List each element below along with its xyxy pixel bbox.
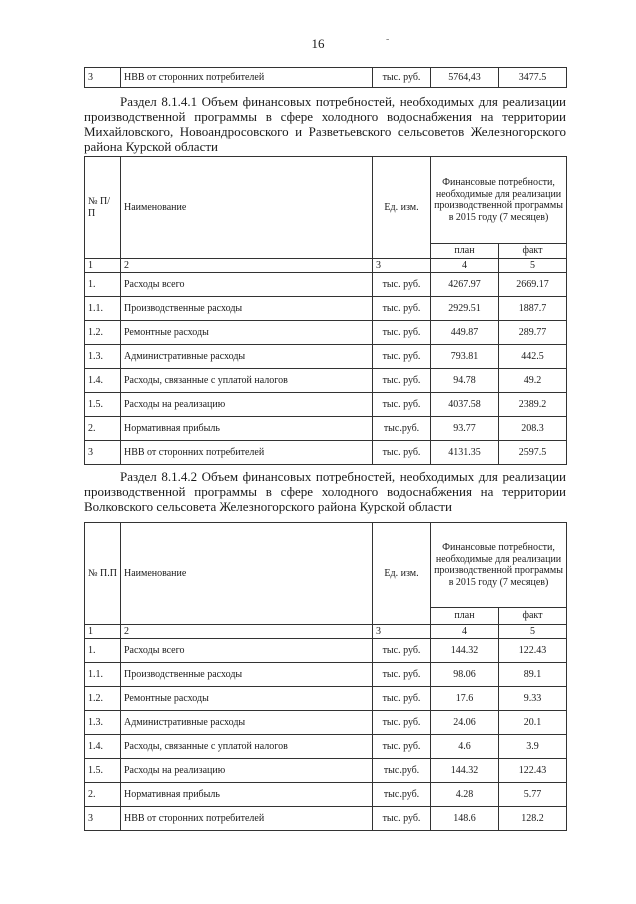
row-plan: 4.28 [431, 783, 499, 807]
row-fact: 2597.5 [499, 441, 567, 465]
section1-title [84, 94, 566, 154]
row-name: Расходы на реализацию [121, 393, 373, 417]
top-table [84, 67, 567, 88]
row-unit: тыс.руб. [373, 759, 431, 783]
row-name: Расходы, связанные с уплатой налогов [121, 735, 373, 759]
row-unit: тыс.руб. [373, 417, 431, 441]
row-num: 1.3. [85, 345, 121, 369]
row-num: 3 [85, 68, 121, 88]
row-unit: тыс. руб. [373, 711, 431, 735]
row-fact: 9.33 [499, 687, 567, 711]
table-row [85, 687, 567, 711]
header-num: № П.П [85, 523, 121, 625]
row-name: Административные расходы [121, 345, 373, 369]
index-cell: 5 [499, 259, 567, 273]
row-num: 3 [85, 807, 121, 831]
index-cell: 1 [85, 259, 121, 273]
row-unit: тыс. руб. [373, 393, 431, 417]
table-row [85, 783, 567, 807]
header-fact: факт [499, 608, 567, 625]
header-num: № П/П [85, 157, 121, 259]
table-row [85, 663, 567, 687]
index-row [85, 625, 567, 639]
row-plan: 144.32 [431, 759, 499, 783]
table-row [85, 393, 567, 417]
row-num: 1.2. [85, 687, 121, 711]
row-plan: 4.6 [431, 735, 499, 759]
row-plan: 793.81 [431, 345, 499, 369]
section2-title [84, 469, 566, 514]
table-row [85, 759, 567, 783]
row-unit: тыс. руб. [373, 297, 431, 321]
index-cell: 2 [121, 259, 373, 273]
row-fact: 442.5 [499, 345, 567, 369]
row-name: Нормативная прибыль [121, 417, 373, 441]
row-plan: 148.6 [431, 807, 499, 831]
row-name: Административные расходы [121, 711, 373, 735]
row-fact: 122.43 [499, 639, 567, 663]
row-num: 2. [85, 783, 121, 807]
row-name: НВВ от сторонних потребителей [121, 68, 373, 88]
row-plan: 17.6 [431, 687, 499, 711]
header-unit: Ед. изм. [373, 523, 431, 625]
row-fact: 208.3 [499, 417, 567, 441]
row-fact: 5.77 [499, 783, 567, 807]
table-row [85, 711, 567, 735]
row-name: Производственные расходы [121, 663, 373, 687]
row-plan: 2929.51 [431, 297, 499, 321]
row-fact: 20.1 [499, 711, 567, 735]
table-row [85, 807, 567, 831]
row-num: 1. [85, 639, 121, 663]
row-unit: тыс. руб. [373, 663, 431, 687]
header-plan: план [431, 244, 499, 259]
table-row [85, 297, 567, 321]
row-plan: 4131.35 [431, 441, 499, 465]
row-num: 1.1. [85, 663, 121, 687]
row-fact: 2669.17 [499, 273, 567, 297]
row-name: Нормативная прибыль [121, 783, 373, 807]
row-name: Расходы всего [121, 273, 373, 297]
row-unit: тыс. руб. [373, 441, 431, 465]
index-cell: 3 [373, 625, 431, 639]
row-num: 1.2. [85, 321, 121, 345]
row-plan: 144.32 [431, 639, 499, 663]
table-row [85, 735, 567, 759]
index-cell: 3 [373, 259, 431, 273]
row-num: 1. [85, 273, 121, 297]
row-plan: 98.06 [431, 663, 499, 687]
table-row [85, 441, 567, 465]
row-num: 2. [85, 417, 121, 441]
table-row [85, 417, 567, 441]
header-plan: план [431, 608, 499, 625]
index-cell: 4 [431, 625, 499, 639]
row-plan: 4037.58 [431, 393, 499, 417]
header-unit: Ед. изм. [373, 157, 431, 259]
header-name: Наименование [121, 157, 373, 259]
row-name: Ремонтные расходы [121, 687, 373, 711]
row-name: НВВ от сторонних потребителей [121, 441, 373, 465]
row-num: 1.4. [85, 369, 121, 393]
row-unit: тыс. руб. [373, 687, 431, 711]
page-number: 16 [311, 36, 325, 51]
row-num: 1.5. [85, 393, 121, 417]
header-name: Наименование [121, 523, 373, 625]
row-fact: 3477.5 [499, 68, 567, 88]
table-row [85, 321, 567, 345]
row-name: Расходы, связанные с уплатой налогов [121, 369, 373, 393]
header-fact: факт [499, 244, 567, 259]
row-fact: 1887.7 [499, 297, 567, 321]
row-plan: 24.06 [431, 711, 499, 735]
row-fact: 89.1 [499, 663, 567, 687]
row-plan: 93.77 [431, 417, 499, 441]
header-row [85, 157, 567, 244]
table-row [85, 273, 567, 297]
header-fin: Финансовые потребности, необходимые для реализации производственной программы в 2015 году (7 месяцев) [431, 157, 567, 244]
row-num: 3 [85, 441, 121, 465]
row-unit: тыс. руб. [373, 369, 431, 393]
section2-table [84, 522, 567, 831]
row-num: 1.5. [85, 759, 121, 783]
header-fin: Финансовые потребности, необходимые для реализации производственной программы в 2015 году (7 месяцев) [431, 523, 567, 608]
section2-title-text: Раздел 8.1.4.2 Объем финансовых потребностей, необходимых для реализации производственной программы в сфере холодного водоснабжения на территории Волковского сельсовета Железногорского района Курской области [84, 469, 566, 514]
row-fact: 128.2 [499, 807, 567, 831]
row-plan: 449.87 [431, 321, 499, 345]
row-unit: тыс. руб. [373, 639, 431, 663]
row-plan: 94.78 [431, 369, 499, 393]
row-name: Расходы на реализацию [121, 759, 373, 783]
row-unit: тыс. руб. [373, 345, 431, 369]
corner-mark: - [386, 34, 390, 45]
index-cell: 1 [85, 625, 121, 639]
row-num: 1.4. [85, 735, 121, 759]
table-row [85, 345, 567, 369]
section1-table [84, 156, 567, 465]
index-cell: 2 [121, 625, 373, 639]
row-num: 1.1. [85, 297, 121, 321]
row-plan: 5764,43 [431, 68, 499, 88]
section1-title-text: Раздел 8.1.4.1 Объем финансовых потребностей, необходимых для реализации производственной программы в сфере холодного водоснабжения на территории Михайловского, Новоандросовского и Разветьевского сельсоветов Железногорского района Курской области [84, 94, 566, 154]
index-cell: 5 [499, 625, 567, 639]
row-name: НВВ от сторонних потребителей [121, 807, 373, 831]
row-name: Производственные расходы [121, 297, 373, 321]
row-name: Расходы всего [121, 639, 373, 663]
table-row [85, 68, 567, 88]
table-row [85, 639, 567, 663]
row-unit: тыс. руб. [373, 807, 431, 831]
row-unit: тыс. руб. [373, 68, 431, 88]
row-fact: 3.9 [499, 735, 567, 759]
index-cell: 4 [431, 259, 499, 273]
row-num: 1.3. [85, 711, 121, 735]
header-row [85, 523, 567, 608]
row-fact: 289.77 [499, 321, 567, 345]
row-name: Ремонтные расходы [121, 321, 373, 345]
index-row [85, 259, 567, 273]
row-plan: 4267.97 [431, 273, 499, 297]
row-fact: 2389.2 [499, 393, 567, 417]
table-row [85, 369, 567, 393]
row-fact: 122.43 [499, 759, 567, 783]
row-unit: тыс. руб. [373, 735, 431, 759]
row-unit: тыс.руб. [373, 783, 431, 807]
row-unit: тыс. руб. [373, 321, 431, 345]
row-unit: тыс. руб. [373, 273, 431, 297]
row-fact: 49.2 [499, 369, 567, 393]
